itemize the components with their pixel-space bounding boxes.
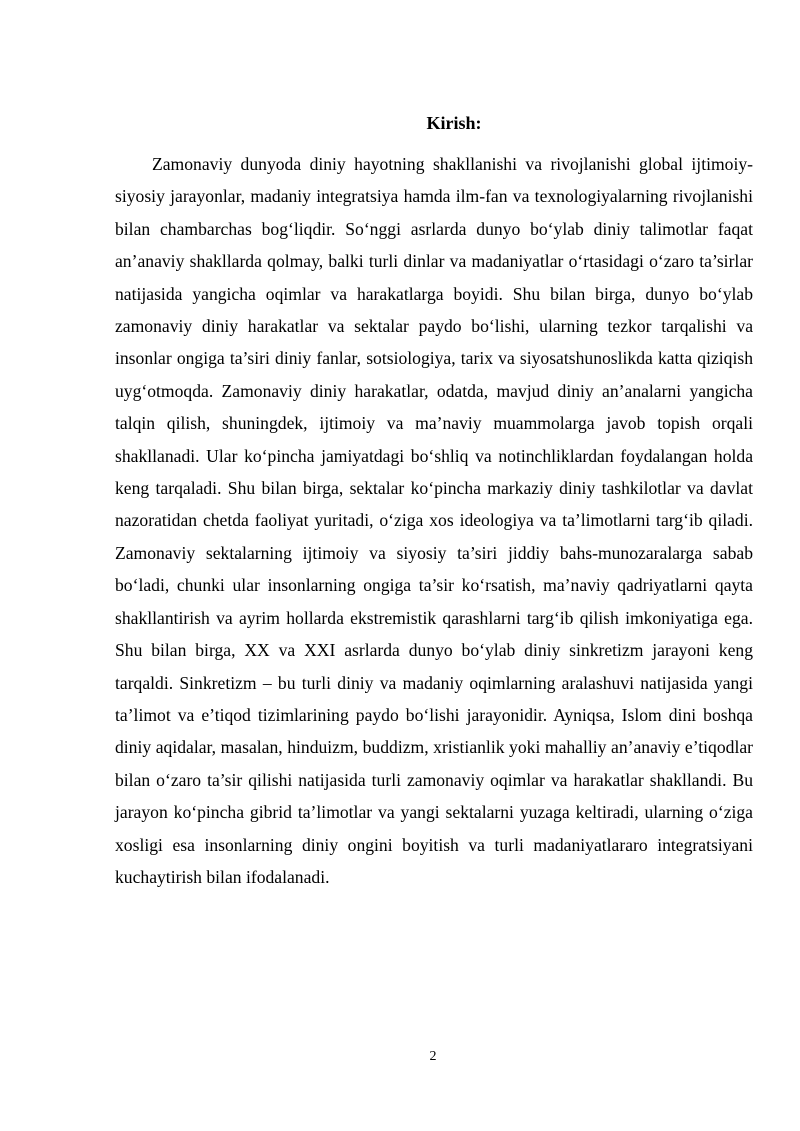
section-heading: Kirish:	[426, 113, 482, 133]
page-number: 2	[429, 1049, 437, 1064]
body-paragraph: Zamonaviy dunyoda diniy hayotning shakllanishi va rivojlanishi global ijtimoiy-siyosiy jarayonlar, madaniy integratsiya hamda ilm-fan va texnologiyalarning rivojlanishi bilan chambarchas bog‘liqdir. So‘nggi asrlarda dunyo bo‘ylab diniy talimotlar faqat an’anaviy shakllarda qolmay, balki turli dinlar va madaniyatlar o‘rtasidagi o‘zaro ta’sirlar natijasida yangicha oqimlar va harakatlarga boyidi. Shu bilan birga, dunyo bo‘ylab zamonaviy diniy harakatlar va sektalar paydo bo‘lishi, ularning tezkor tarqalishi va insonlar ongiga ta’siri diniy fanlar, sotsiologiya, tarix va siyosatshunoslikda katta qiziqish uyg‘otmoqda. Zamonaviy diniy harakatlar, odatda, mavjud diniy an’analarni yangicha talqin qilish, shuningdek, ijtimoiy va ma’naviy muammolarga javob topish orqali shakllanadi. Ular ko‘pincha jamiyatdagi bo‘shliq va notinchliklardan foydalangan holda keng tarqaladi. Shu bilan birga, sektalar ko‘pincha markaziy diniy tashkilotlar va davlat nazoratidan chetda faoliyat yuritadi, o‘ziga xos ideologiya va ta’limotlarni targ‘ib qiladi. Zamonaviy sektalarning ijtimoiy va siyosiy ta’siri jiddiy bahs-munozaralarga sabab bo‘ladi, chunki ular insonlarning ongiga ta’sir ko‘rsatish, ma’naviy qadriyatlarni qayta shakllantirish va ayrim hollarda ekstremistik qarashlarni targ‘ib qilish imkoniyatiga ega. Shu bilan birga, XX va XXI asrlarda dunyo bo‘ylab diniy sinkretizm jarayoni keng tarqaldi. Sinkretizm – bu turli diniy va madaniy oqimlarning aralashuvi natijasida yangi ta’limot va e’tiqod tizimlarining paydo bo‘lishi jarayonidir. Ayniqsa, Islom dini boshqa diniy aqidalar, masalan, hinduizm, buddizm, xristianlik yoki mahalliy an’anaviy e’tiqodlar bilan o‘zaro ta’sir qilishi natijasida turli zamonaviy oqimlar va harakatlar shakllandi. Bu jarayon ko‘pincha gibrid ta’limotlar va yangi sektalarni yuzaga keltiradi, ularning o‘ziga xosligi esa insonlarning diniy ongini boyitish va turli madaniyatlararo integratsiyani kuchaytirish bilan ifodalanadi.	[115, 154, 753, 887]
